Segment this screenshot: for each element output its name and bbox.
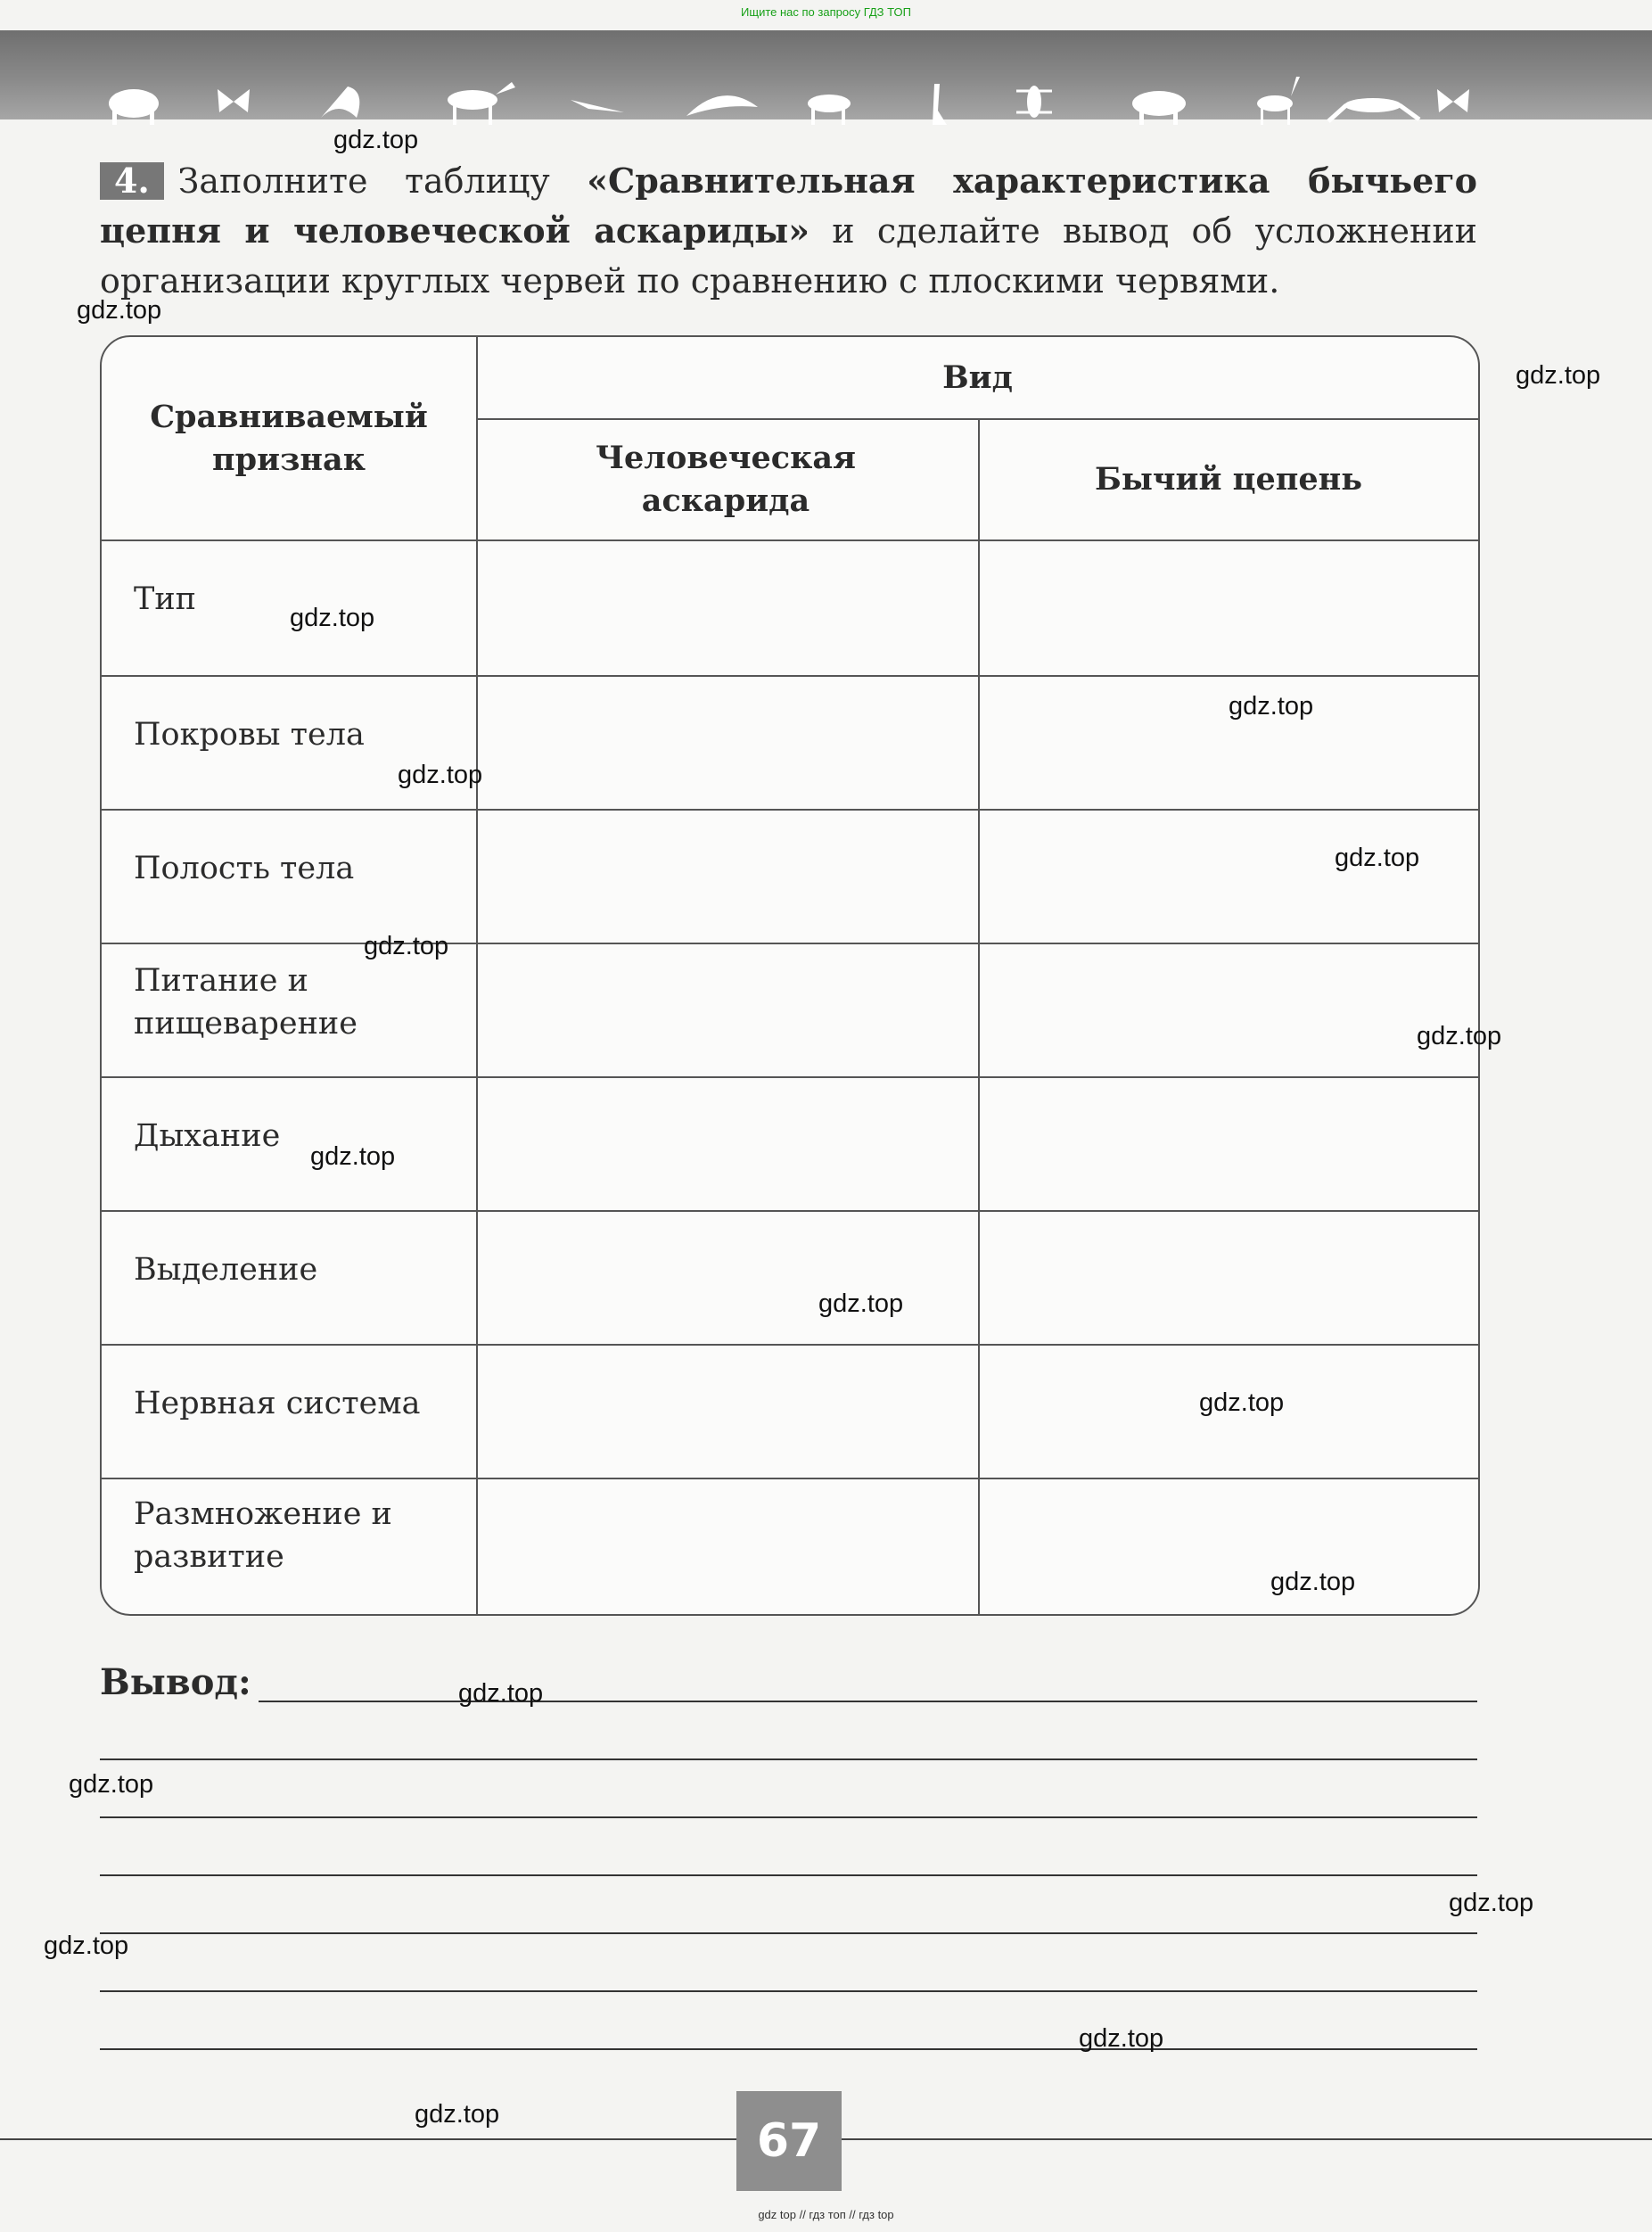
watermark: gdz.top xyxy=(415,2100,500,2129)
watermark: gdz.top xyxy=(1335,844,1420,872)
watermark: gdz.top xyxy=(44,1931,129,1960)
task-text-after: и сделайте вывод об усложнении организации круглых червей по сравнению с плоскими червями. xyxy=(100,211,1478,301)
animal-silhouettes xyxy=(0,73,1652,127)
deer-icon xyxy=(1257,77,1300,125)
row-label-nutrition: Питание и пищеварение xyxy=(134,963,358,1042)
butterfly-icon xyxy=(1437,89,1469,112)
watermark: gdz.top xyxy=(818,1289,904,1318)
horse-icon xyxy=(448,82,515,125)
task-text-before: Заполните таблицу xyxy=(177,161,588,201)
bottom-note: gdz top // гдз топ // гдз top xyxy=(758,2208,894,2221)
watermark: gdz.top xyxy=(333,126,419,154)
row-label-respiration: Дыхание xyxy=(134,1118,281,1154)
comparison-table xyxy=(100,335,1480,1616)
row-label-nervous-system: Нервная система xyxy=(134,1386,421,1421)
bison-icon xyxy=(109,89,159,125)
watermark: gdz.top xyxy=(310,1142,396,1171)
watermark: gdz.top xyxy=(1199,1388,1285,1417)
writing-line xyxy=(100,1758,1477,1760)
watermark: gdz.top xyxy=(398,761,483,789)
header-feature: Сравниваемый признак xyxy=(150,399,428,478)
wolf-icon xyxy=(808,95,851,125)
boar-icon xyxy=(1132,91,1186,125)
watermark: gdz.top xyxy=(1079,2024,1164,2053)
watermark: gdz.top xyxy=(1417,1022,1502,1050)
row-label-type: Тип xyxy=(134,581,196,617)
writing-line xyxy=(100,1816,1477,1818)
conclusion-label: Вывод: xyxy=(100,1661,251,1703)
task-table-title: «Сравнительная характеристика бычьего цепня и человеческой аскариды» xyxy=(100,161,1477,251)
writing-line xyxy=(100,1990,1477,1992)
header-tapeworm: Бычий цепень xyxy=(1094,461,1363,498)
task-number: 4. xyxy=(100,162,164,200)
writing-line xyxy=(259,1701,1477,1702)
scorpion-icon xyxy=(321,86,359,118)
row-label-integument: Покровы тела xyxy=(134,717,365,753)
insect-icon xyxy=(1016,86,1052,118)
watermark: gdz.top xyxy=(1516,361,1601,390)
row-label-body-cavity: Полость тела xyxy=(134,851,355,886)
writing-line xyxy=(100,1874,1477,1876)
butterfly-icon xyxy=(218,89,250,112)
row-label-reproduction: Размножение и развитие xyxy=(134,1496,392,1575)
heron-icon xyxy=(933,84,947,125)
task-instruction xyxy=(100,156,1477,306)
header-ascarid: Человеческая аскарида xyxy=(596,440,856,519)
cheetah-icon xyxy=(1328,98,1419,121)
watermark: gdz.top xyxy=(69,1770,154,1799)
writing-line xyxy=(100,2048,1477,2050)
top-note: Ищите нас по запросу ГДЗ ТОП xyxy=(741,5,911,19)
watermark: gdz.top xyxy=(1270,1568,1356,1596)
watermark: gdz.top xyxy=(458,1679,544,1708)
watermark: gdz.top xyxy=(1229,692,1314,721)
watermark: gdz.top xyxy=(290,604,375,632)
watermark: gdz.top xyxy=(77,296,162,325)
page-number: 67 xyxy=(736,2091,842,2191)
header-species: Вид xyxy=(942,359,1013,396)
dolphin-icon xyxy=(686,95,758,116)
watermark: gdz.top xyxy=(364,932,449,960)
writing-line xyxy=(100,1932,1477,1934)
row-label-excretion: Выделение xyxy=(134,1252,318,1288)
watermark: gdz.top xyxy=(1449,1889,1534,1917)
bird-icon xyxy=(571,100,624,112)
